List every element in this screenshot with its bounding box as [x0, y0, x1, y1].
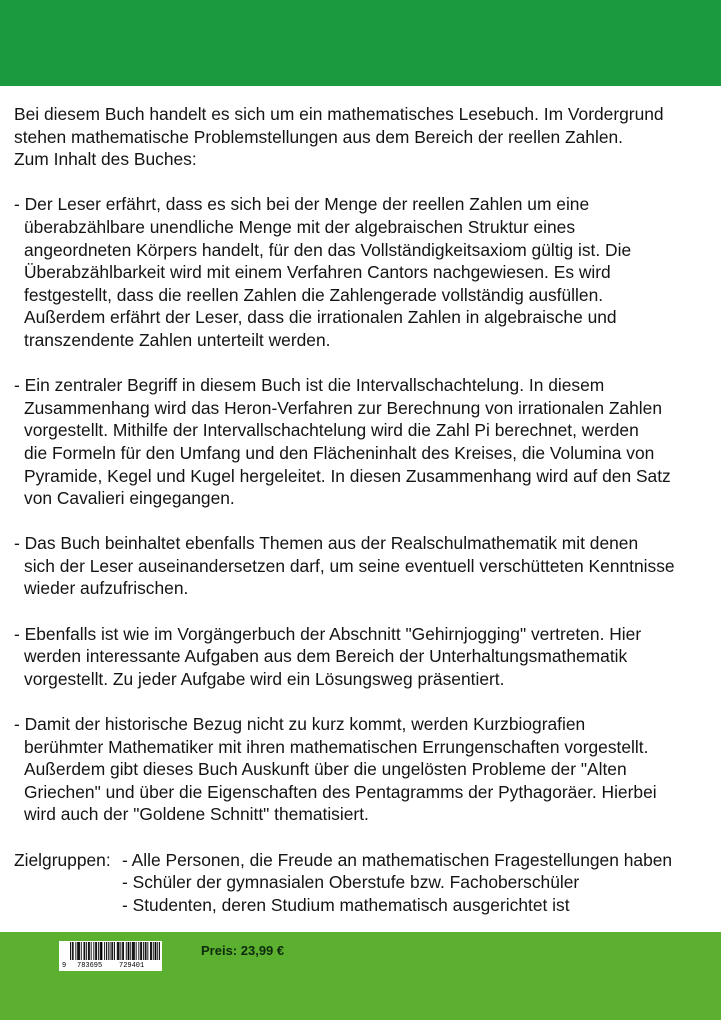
- isbn-right-group: 729401: [119, 962, 145, 970]
- barcode-bar: [79, 942, 80, 960]
- intro-line: stehen mathematische Problemstellungen aus dem Bereich der reellen Zahlen.: [14, 126, 624, 147]
- barcode-bar: [156, 942, 157, 960]
- barcode-bar: [136, 942, 137, 960]
- price-label: Preis: 23,99 €: [201, 943, 285, 958]
- bullet-kurzbiografien: - Damit der historische Bezug nicht zu kurz kommt, werden Kurzbiografien berühmter Mathematiker mit ihren mathematischen Errungenschaften vorgestellt. Außerdem gibt dieses Buch Auskunft über die ungelösten Probleme der "Alten Griechen" und über die Eigenschaften des Pentagramms der Pythagoräer. Hierbei wird auch der "Goldene Schnitt" thematisiert.: [14, 714, 657, 825]
- barcode-bar: [91, 942, 92, 960]
- isbn-left-group: 783695: [77, 962, 103, 970]
- top-color-band: [0, 0, 721, 86]
- barcode-bar: [147, 942, 148, 960]
- barcode-bar: [72, 942, 73, 960]
- barcode-bar: [106, 942, 107, 960]
- barcode-bar: [93, 942, 94, 960]
- barcode-bar: [78, 942, 79, 960]
- blurb-text: [14, 103, 714, 916]
- barcode-bar: [111, 942, 112, 960]
- barcode-bar: [114, 942, 115, 960]
- barcode-bar: [118, 942, 119, 960]
- barcode-bar: [155, 942, 156, 960]
- bullet-realschulmathematik: - Das Buch beinhaltet ebenfalls Themen aus der Realschulmathematik mit denen sich der Leser auseinandersetzen darf, um seine eventuell verschütteten Kenntnisse wieder aufzufrischen.: [14, 533, 675, 599]
- zielgruppen-item: - Schüler der gymnasialen Oberstufe bzw. Fachoberschüler: [122, 872, 580, 893]
- barcode-bar: [151, 942, 152, 960]
- barcode-bar: [89, 942, 90, 960]
- intro-line: Bei diesem Buch handelt es sich um ein mathematisches Lesebuch. Im Vordergrund: [14, 104, 664, 124]
- barcode-bar: [141, 942, 142, 960]
- barcode-bar: [129, 942, 130, 960]
- barcode-bar: [140, 942, 141, 960]
- barcode-bar: [153, 942, 154, 960]
- isbn-barcode: [59, 941, 162, 971]
- barcode-bar: [150, 942, 151, 960]
- barcode-bar: [95, 942, 96, 960]
- barcode-bar: [123, 942, 124, 960]
- zielgruppen-item: - Alle Personen, die Freude an mathematischen Fragestellungen haben: [122, 849, 673, 870]
- barcode-bar: [86, 942, 87, 960]
- barcode-bar: [133, 942, 134, 960]
- barcode-bar: [108, 942, 109, 960]
- barcode-bar: [104, 942, 105, 960]
- barcode-bar: [128, 942, 129, 960]
- barcode-bars: [59, 941, 162, 961]
- barcode-bar: [126, 942, 127, 960]
- barcode-bar: [119, 942, 120, 960]
- barcode-bar: [70, 942, 71, 960]
- bullet-reelle-zahlen: - Der Leser erfährt, dass es sich bei der Menge der reellen Zahlen um eine überabzählbare unendliche Menge mit der algebraischen Struktur eines angeordneten Körpers handelt, für den das Vollständigkeitsaxiom gültig ist. Die Überabzählbarkeit wird mit einem Verfahren Cantors nachgewiesen. Es wird festgestellt, dass die reellen Zahlen die Zahlengerade vollständig ausfüllen. Außerdem erfährt der Leser, dass die irrationalen Zahlen in algebraische und transzendente Zahlen unterteilt werden.: [14, 194, 632, 350]
- barcode-bar: [73, 942, 74, 960]
- barcode-bar: [75, 942, 76, 960]
- barcode-bar: [117, 942, 118, 960]
- barcode-bar: [98, 942, 99, 960]
- barcode-bar: [132, 942, 133, 960]
- barcode-bar: [122, 942, 123, 960]
- barcode-bar: [100, 942, 101, 960]
- barcode-bar: [81, 942, 82, 960]
- barcode-bar: [159, 942, 160, 960]
- isbn-lead-digit: 9: [62, 962, 67, 970]
- intro-paragraph: [14, 103, 714, 171]
- barcode-bar: [157, 942, 158, 960]
- barcode-bar: [96, 942, 97, 960]
- barcode-bar: [146, 942, 147, 960]
- barcode-bar: [102, 942, 103, 960]
- barcode-bar: [84, 942, 85, 960]
- barcode-bar: [138, 942, 139, 960]
- bullet-intervallschachtelung: - Ein zentraler Begriff in diesem Buch ist die Intervallschachtelung. In diesem Zusammenhang wird das Heron-Verfahren zur Berechnung von irrationalen Zahlen vorgestellt. Mithilfe der Intervallschachtelung wird die Zahl Pi berechnet, werden die Formeln für den Umfang und den Flächeninhalt des Kreises, die Volumina von Pyramide, Kegel und Kugel hergeleitet. In diesen Zusammenhang wird auf den Satz von Cavalieri eingegangen.: [14, 375, 671, 509]
- intro-line: Zum Inhalt des Buches:: [14, 149, 197, 170]
- bullet-gehirnjogging: - Ebenfalls ist wie im Vorgängerbuch der Abschnitt "Gehirnjogging" vertreten. Hier werden interessante Aufgaben aus dem Bereich der Unterhaltungsmathematik vorgestellt. Zu jeder Aufgabe wird ein Lösungsweg präsentiert.: [14, 623, 642, 689]
- zielgruppen-section: [14, 849, 714, 917]
- barcode-bar: [134, 942, 135, 960]
- barcode-bar: [101, 942, 102, 960]
- barcode-bar: [143, 942, 144, 960]
- barcode-bar: [84, 942, 85, 960]
- barcode-bar: [145, 942, 146, 960]
- barcode-bar: [88, 942, 89, 960]
- zielgruppen-item: - Studenten, deren Studium mathematisch ausgerichtet ist: [122, 894, 570, 915]
- barcode-bar: [130, 942, 131, 960]
- barcode-bar: [110, 942, 111, 960]
- isbn-digits: [59, 961, 162, 971]
- barcode-bar: [77, 942, 78, 960]
- barcode-bar: [120, 942, 121, 960]
- zielgruppen-label: Zielgruppen:: [14, 849, 111, 870]
- zielgruppen-list: [122, 849, 672, 917]
- barcode-bar: [112, 942, 113, 960]
